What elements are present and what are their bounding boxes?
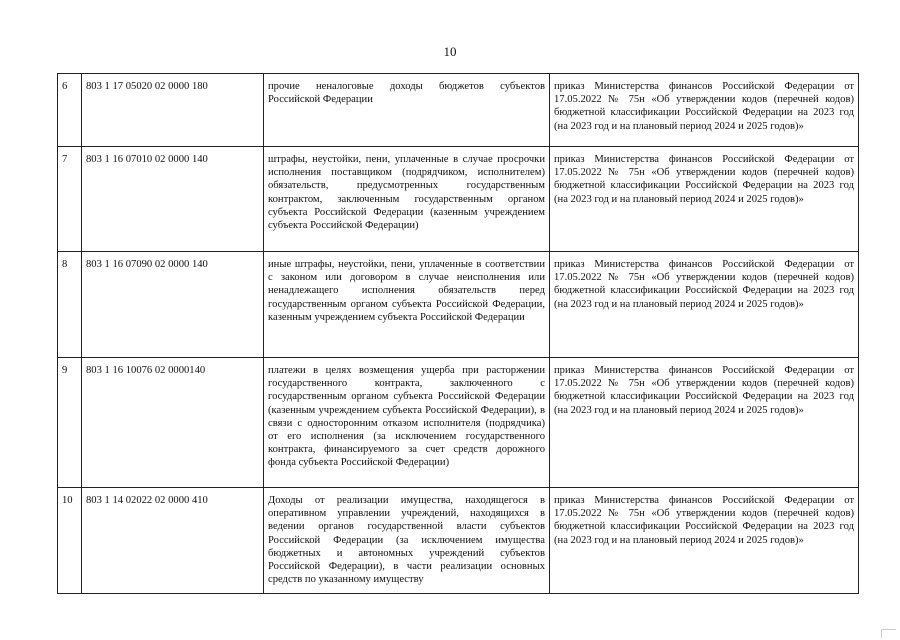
legal-basis-cell: приказ Министерства финансов Российской Федерации от 17.05.2022 № 75н «Об утверждении кодов (перечней кодов) бюджетной классификации Российской Федерации на 2023 год (на 2023 год и на плановый период 2024 и 2025 годов)»	[550, 147, 859, 252]
table-row	[58, 74, 859, 147]
scan-corner-mark	[881, 629, 896, 638]
table-row	[58, 358, 859, 488]
row-number-cell: 6	[58, 74, 82, 147]
legal-basis-cell: приказ Министерства финансов Российской Федерации от 17.05.2022 № 75н «Об утверждении кодов (перечней кодов) бюджетной классификации Российской Федерации на 2023 год (на 2023 год и на плановый период 2024 и 2025 годов)»	[550, 358, 859, 488]
legal-basis-cell: приказ Министерства финансов Российской Федерации от 17.05.2022 № 75н «Об утверждении кодов (перечней кодов) бюджетной классификации Российской Федерации на 2023 год (на 2023 год и на плановый период 2024 и 2025 годов)»	[550, 74, 859, 147]
revenue-description-cell: Доходы от реализации имущества, находящегося в оперативном управлении учреждений, находящихся в ведении органов государственной власти субъектов Российской Федерации (за исключением имущества бюджетных и автономных учреждений субъектов Российской Федерации), в части реализации основных средств по указанному имуществу	[264, 488, 550, 594]
row-number-cell: 10	[58, 488, 82, 594]
table-row	[58, 252, 859, 358]
legal-basis-cell: приказ Министерства финансов Российской Федерации от 17.05.2022 № 75н «Об утверждении кодов (перечней кодов) бюджетной классификации Российской Федерации на 2023 год (на 2023 год и на плановый период 2024 и 2025 годов)»	[550, 488, 859, 594]
page-number: 10	[443, 44, 457, 59]
revenue-code-cell: 803 1 16 07090 02 0000 140	[82, 252, 264, 358]
revenue-code-cell: 803 1 17 05020 02 0000 180	[82, 74, 264, 147]
table-row	[58, 488, 859, 594]
revenue-code-cell: 803 1 14 02022 02 0000 410	[82, 488, 264, 594]
revenue-code-cell: 803 1 16 07010 02 0000 140	[82, 147, 264, 252]
revenue-description-cell: иные штрафы, неустойки, пени, уплаченные в соответствии с законом или договором в случае неисполнения или ненадлежащего исполнения обязательств перед государственным органом субъекта Российской Федерации, казенным учреждением субъекта Российской Федерации	[264, 252, 550, 358]
revenue-description-cell: штрафы, неустойки, пени, уплаченные в случае просрочки исполнения поставщиком (подрядчиком, исполнителем) обязательств, предусмотренных государственным контрактом, заключенным государственным органом субъекта Российской Федерации (казенным учреждением субъекта Российской Федерации)	[264, 147, 550, 252]
row-number-cell: 7	[58, 147, 82, 252]
row-number-cell: 9	[58, 358, 82, 488]
row-number-cell: 8	[58, 252, 82, 358]
revenue-description-cell: прочие неналоговые доходы бюджетов субъектов Российской Федерации	[264, 74, 550, 147]
legal-basis-cell: приказ Министерства финансов Российской Федерации от 17.05.2022 № 75н «Об утверждении кодов (перечней кодов) бюджетной классификации Российской Федерации на 2023 год (на 2023 год и на плановый период 2024 и 2025 годов)»	[550, 252, 859, 358]
table-row	[58, 147, 859, 252]
revenue-description-cell: платежи в целях возмещения ущерба при расторжении государственного контракта, заключенного с государственным органом субъекта Российской Федерации (казенным учреждением субъекта Российской Федерации), в связи с односторонним отказом исполнителя (подрядчика) от его исполнения (за исключением государственного контракта, финансируемого за счет средств дорожного фонда субъекта Российской Федерации)	[264, 358, 550, 488]
revenue-code-cell: 803 1 16 10076 02 0000140	[82, 358, 264, 488]
revenue-codes-table	[57, 73, 859, 594]
